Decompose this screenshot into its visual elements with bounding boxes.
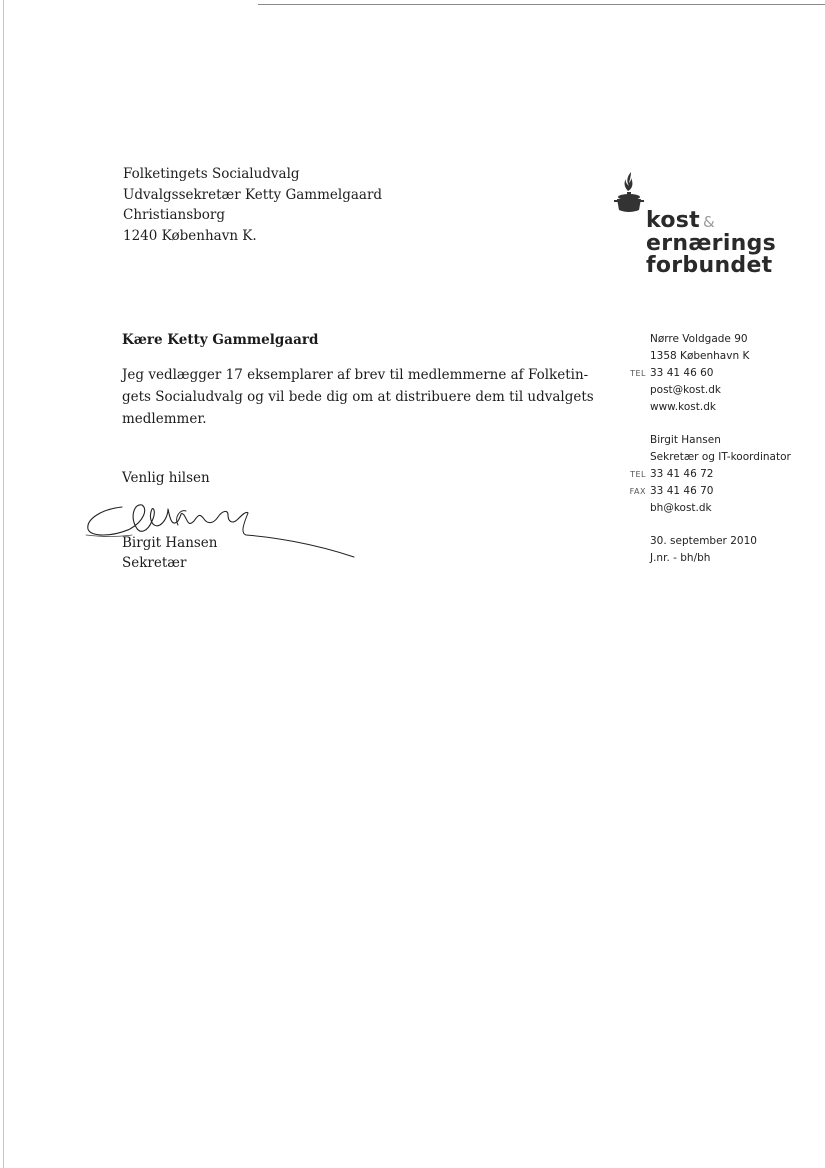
logo-word-kost: kost [646,208,700,233]
body-line: Jeg vedlægger 17 eksemplarer af brev til medlemmerne af Folketin- [122,367,589,383]
scan-edge-top [258,4,825,5]
sender-city: 1358 København K [650,350,750,362]
recipient-line: Christiansborg [123,207,226,223]
contact-fax: 33 41 46 70 [650,485,714,497]
organization-logo [612,170,812,285]
logo-ampersand: & [702,213,715,231]
phone-label: TEL [630,369,646,378]
recipient-line: Udvalgssekretær Ketty Gammelgaard [123,186,383,203]
contact-title: Sekretær og IT-koordinator [650,451,791,463]
signer-name: Birgit Hansen [122,535,218,551]
sender-info [616,331,821,567]
contact-name: Birgit Hansen [650,434,721,446]
body-line: gets Socialudvalg og vil bede dig om at distribuere dem til udvalgets [122,389,594,405]
letter-body [122,364,594,430]
fax-label: FAX [629,487,646,496]
logo-word-ernaerings: ernærings [646,231,777,256]
body-line: medlemmer. [122,411,207,427]
salutation: Kære Ketty Gammelgaard [122,332,319,348]
signer-title: Sekretær [122,555,187,571]
recipient-line: Folketingets Socialudvalg [123,166,300,182]
recipient-address [123,164,382,246]
scan-edge-left [3,0,4,1168]
sender-phone: 33 41 46 60 [650,367,714,379]
recipient-line: 1240 København K. [123,227,257,244]
sender-email: post@kost.dk [650,384,721,396]
closing: Venlig hilsen [122,470,210,486]
journal-number: J.nr. - bh/bh [650,552,711,564]
sender-street: Nørre Voldgade 90 [650,333,748,345]
sender-website: www.kost.dk [650,401,716,413]
phone-label: TEL [630,470,646,479]
logo-word-forbundet: forbundet [646,253,773,278]
contact-phone: 33 41 46 72 [650,468,714,480]
contact-email: bh@kost.dk [650,502,712,514]
letter-date: 30. september 2010 [650,535,757,547]
pot-flame-icon [612,170,646,216]
